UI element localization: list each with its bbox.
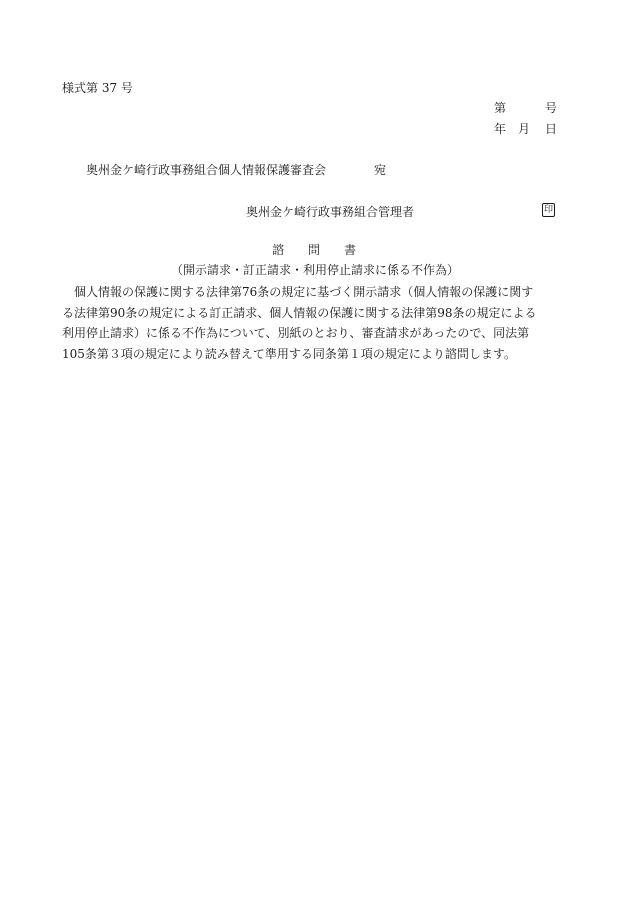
title-char: 諮: [271, 243, 286, 257]
date-year-label: 年: [494, 122, 507, 136]
body-line: 105条第３項の規定により読み替えて準用する同条第１項の規定により諮問します。: [62, 346, 516, 361]
document-number-label: 第: [494, 101, 507, 115]
body-line: る法律第90条の規定による訂正請求、個人情報の保護に関する法律第98条の規定による: [62, 305, 537, 320]
document-title: [0, 242, 630, 258]
title-char: 書: [344, 243, 359, 257]
document-subtitle: （開示請求・訂正請求・利用停止請求に係る不作為）: [170, 263, 459, 277]
document-number-suffix: 号: [545, 101, 558, 115]
seal-mark: 印: [543, 205, 553, 215]
body-line: 個人情報の保護に関する法律第76条の規定に基づく開示請求（個人情報の保護に関す: [74, 285, 534, 299]
body-line: 利用停止請求）に係る不作為について、別紙のとおり、審査請求があったので、同法第: [62, 326, 530, 340]
sender-name: 奥州金ケ崎行政事務組合管理者: [246, 205, 415, 219]
form-number: 様式第 37 号: [62, 81, 133, 95]
addressee-honorific: 宛: [374, 163, 387, 177]
title-char: 問: [307, 243, 322, 257]
date-month-label: 月: [518, 122, 531, 136]
body-paragraph: [62, 282, 556, 364]
addressee-name: 奥州金ケ崎行政事務組合個人情報保護審査会: [86, 163, 327, 177]
date-day-label: 日: [545, 122, 558, 136]
